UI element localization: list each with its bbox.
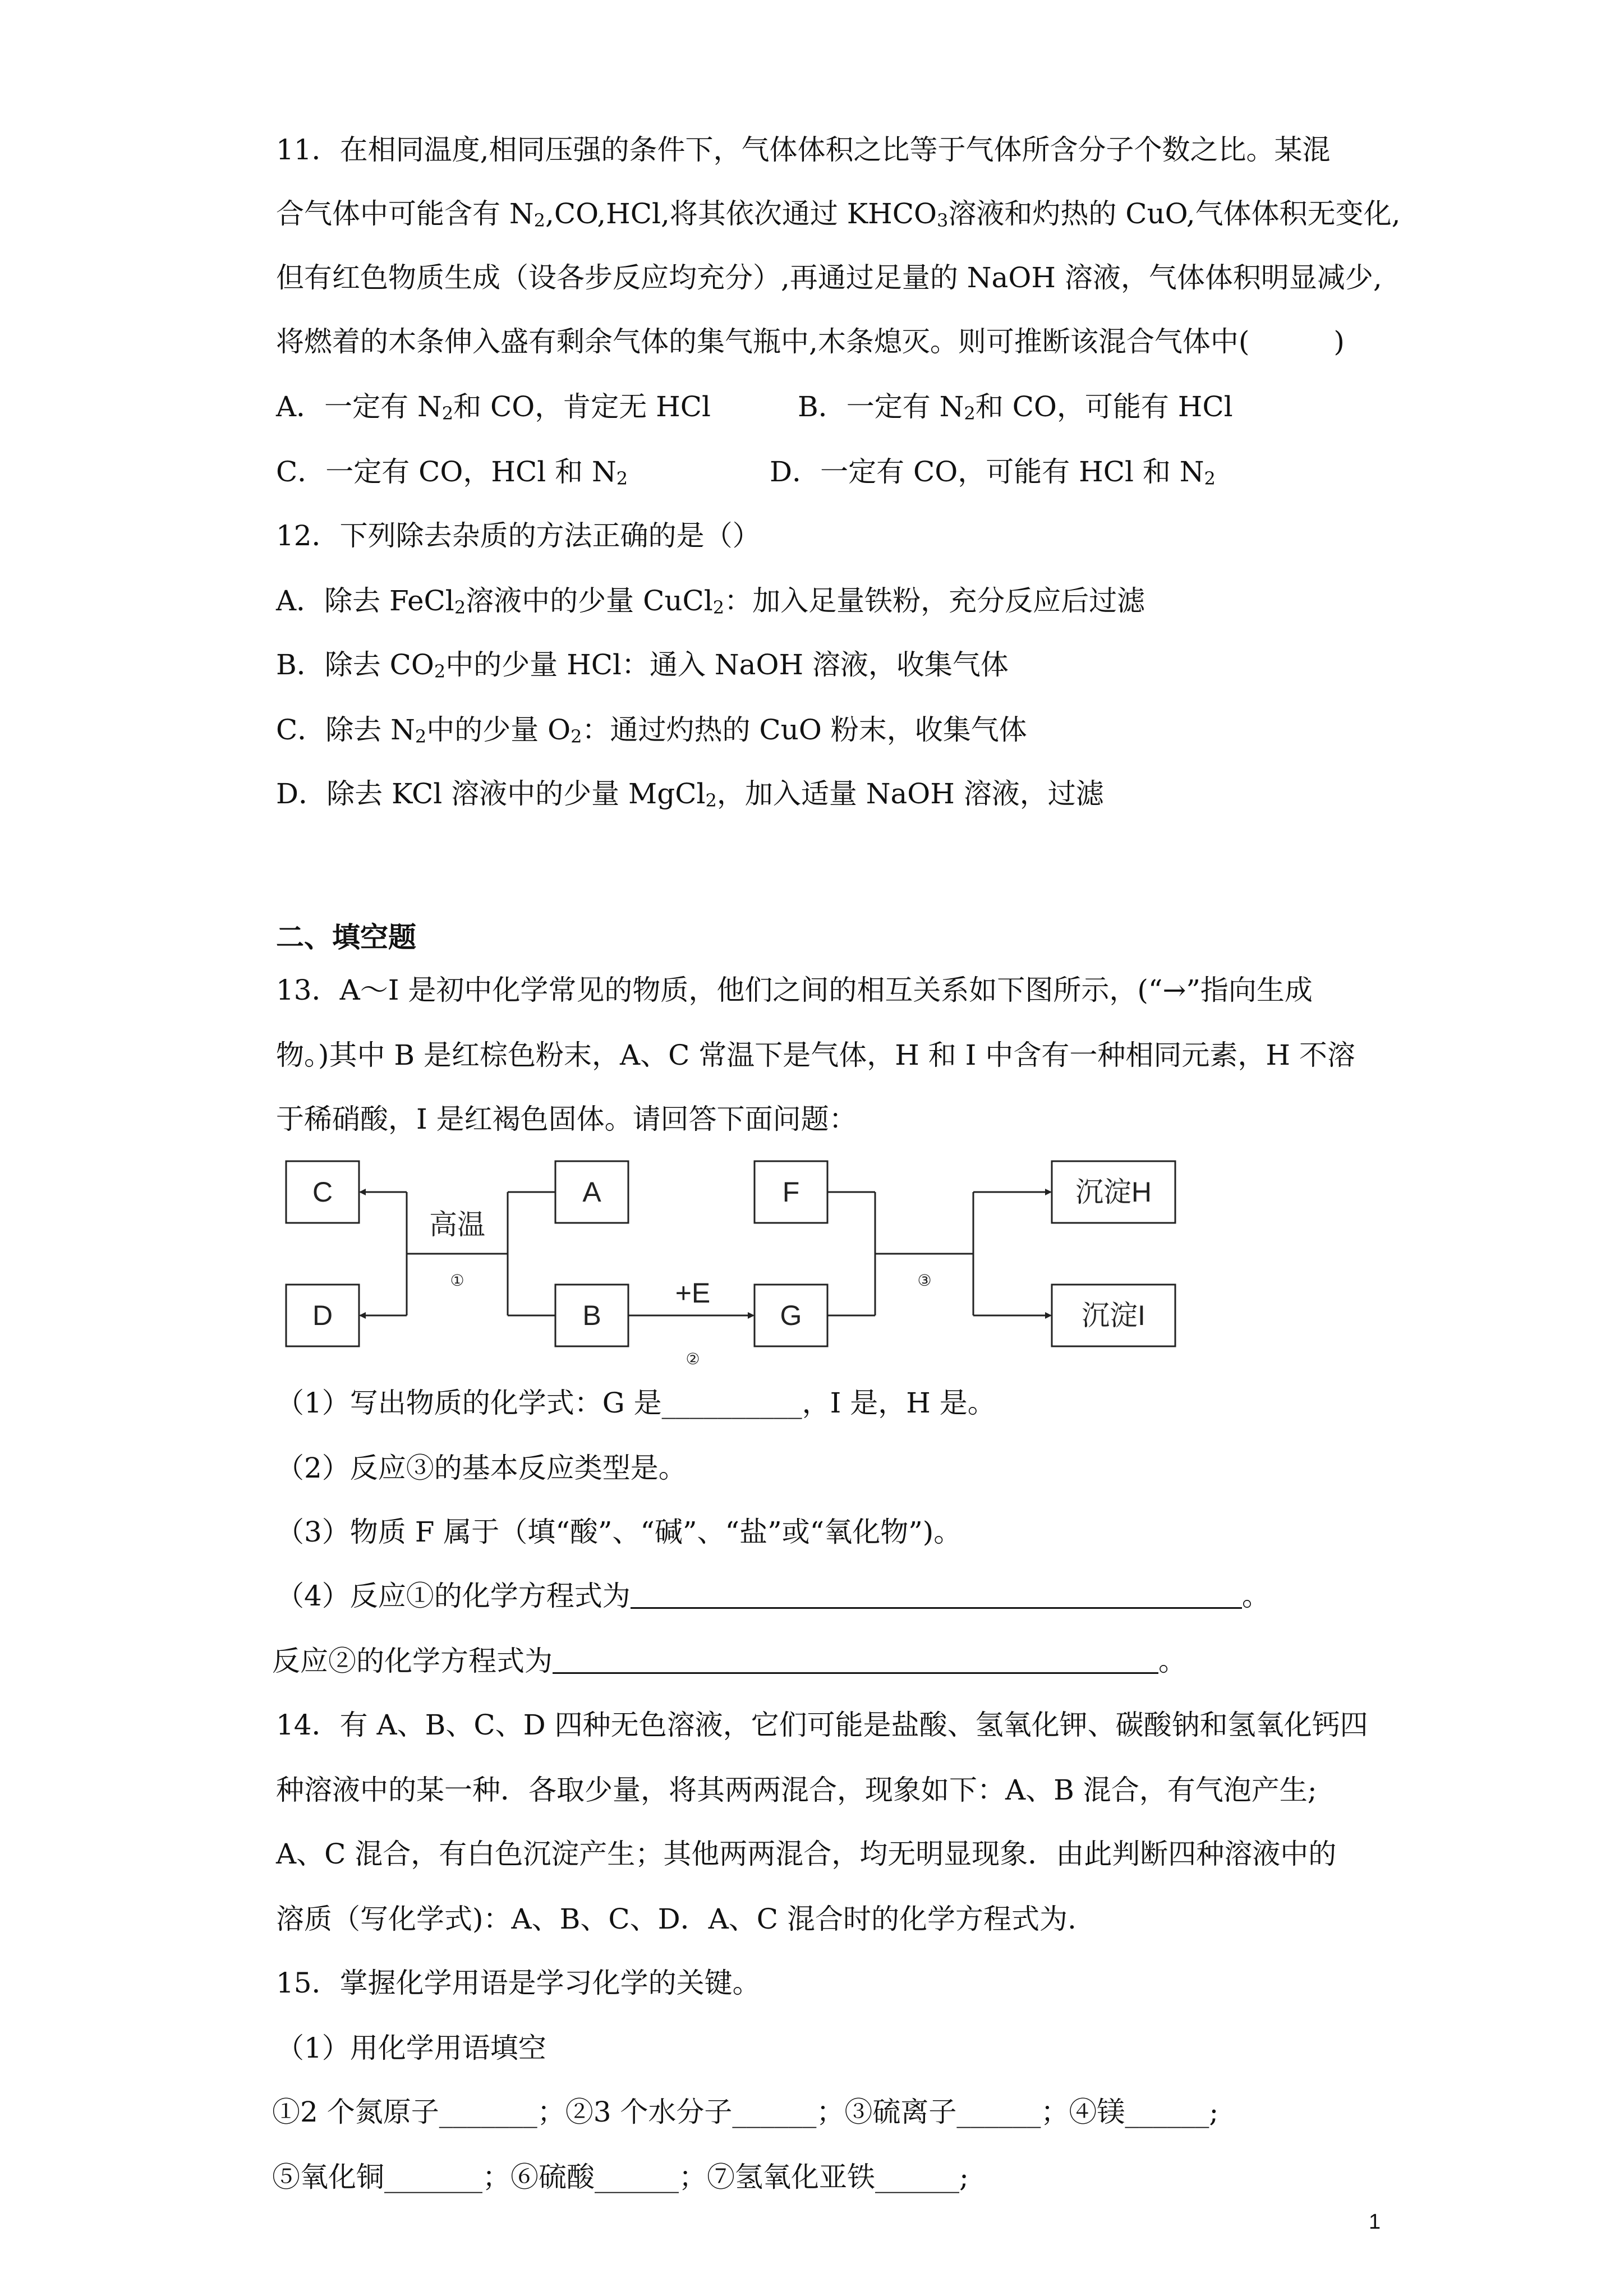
answer-line[interactable] — [631, 1579, 1242, 1609]
q12-option-c: C．除去 $N_2$中的少量 $O_2$：通过灼热的 CuO 粉末，收集气体 — [276, 714, 1027, 747]
q11-option-d: D．一定有 CO，可能有 HCl 和 $N_2$ — [770, 455, 1216, 489]
box-f-label: F — [782, 1176, 800, 1208]
reaction-1-mark: ① — [450, 1272, 464, 1289]
box-i-label: 沉淀I — [1082, 1300, 1145, 1331]
box-b-label: B — [582, 1300, 601, 1331]
q13-sub-3: （3）物质 F 属于（填“酸”、“碱”、“盐”或“氧化物”)。 — [276, 1516, 962, 1548]
q13-line-2: 物。)其中 B 是红棕色粉末，A、C 常温下是气体，H 和 I 中含有一种相同元素，H 不溶 — [276, 1039, 1355, 1071]
q11-line-2: 合气体中可能含有 $N_2,CO,HCl$,将其依次通过 $KHCO_3$溶液和灼热的 CuO,气体体积无变化, — [276, 197, 1401, 231]
reaction-2-mark: ② — [686, 1350, 700, 1368]
q11-line-4: 将燃着的木条伸入盛有剩余气体的集气瓶中,木条熄灭。则可推断该混合气体中( ) — [276, 325, 1345, 358]
q11-line-3: 但有红色物质生成（设各步反应均充分）,再通过足量的 NaOH 溶液，气体体积明显减少, — [276, 261, 1382, 294]
answer-line[interactable] — [553, 1644, 1158, 1674]
q14-line-1: 14．有 A、B、C、D 四种无色溶液，它们可能是盐酸、氢氧化钾、碳酸钠和氢氧化钙四 — [276, 1709, 1368, 1741]
q15-stem: 15．掌握化学用语是学习化学的关键。 — [276, 1967, 761, 1999]
reaction-3-mark: ③ — [917, 1272, 932, 1289]
page-number: 1 — [1369, 2210, 1381, 2234]
box-h-label: 沉淀H — [1075, 1176, 1152, 1208]
q11-option-b: B．一定有 $N_2$和 CO，可能有 HCl — [798, 390, 1233, 424]
answer-blank[interactable]: __________ — [661, 1387, 802, 1419]
q13-sub-1: （1）写出物质的化学式：G 是__________，I 是，H 是。 — [276, 1387, 996, 1419]
plus-e-label: +E — [675, 1277, 711, 1309]
q12-stem: 12．下列除去杂质的方法正确的是（） — [276, 519, 761, 552]
q13-sub-5: 反应②的化学方程式为 。 — [272, 1645, 1186, 1677]
q11-option-c: C．一定有 CO，HCl 和 $N_2$ — [276, 455, 628, 489]
section-heading: 二、填空题 — [276, 921, 416, 954]
box-c-label: C — [312, 1176, 333, 1208]
q15-row-2: ⑤氧化铜_______；⑥硫酸______；⑦氢氧化亚铁______; — [272, 2161, 969, 2193]
q14-line-2: 种溶液中的某一种．各取少量，将其两两混合，现象如下：A、B 混合，有气泡产生; — [276, 1774, 1317, 1806]
q12-option-d: D．除去 KCl 溶液中的少量 MgCl$_2$，加入适量 NaOH 溶液，过滤 — [276, 777, 1104, 811]
q11-line-1: 11．在相同温度,相同压强的条件下，气体体积之比等于气体所含分子个数之比。某混 — [276, 134, 1331, 166]
q12-option-b: B．除去 $CO_2$中的少量 HCl：通入 NaOH 溶液，收集气体 — [276, 648, 1009, 682]
box-g-label: G — [780, 1300, 802, 1331]
q13-sub-4: （4）反应①的化学方程式为 。 — [276, 1580, 1270, 1612]
box-d-label: D — [312, 1300, 333, 1331]
q14-line-3: A、C 混合，有白色沉淀产生；其他两两混合，均无明显现象．由此判断四种溶液中的 — [276, 1838, 1337, 1870]
q13-line-3: 于稀硝酸，I 是红褐色固体。请回答下面问题： — [276, 1103, 857, 1135]
q11-option-a: A．一定有 $N_2$和 CO，肯定无 HCl — [276, 390, 711, 424]
q14-line-4: 溶质（写化学式)：A、B、C、D．A、C 混合时的化学方程式为. — [276, 1903, 1076, 1935]
box-a-label: A — [582, 1176, 601, 1208]
q15-row-1: ①2 个氮原子_______；②3 个水分子______；③硫离子______；④镁______; — [272, 2096, 1219, 2128]
q13-sub-2: （2）反应③的基本反应类型是。 — [276, 1452, 687, 1484]
q12-option-a: A．除去 FeCl$_2$溶液中的少量 CuCl$_2$：加入足量铁粉，充分反应后过滤 — [276, 585, 1145, 618]
q15-sub-1: （1）用化学用语填空 — [276, 2032, 546, 2064]
high-temp-label: 高温 — [429, 1209, 485, 1240]
q13-line-1: 13．A～I 是初中化学常见的物质，他们之间的相互关系如下图所示，(“→”指向生成 — [276, 974, 1313, 1006]
